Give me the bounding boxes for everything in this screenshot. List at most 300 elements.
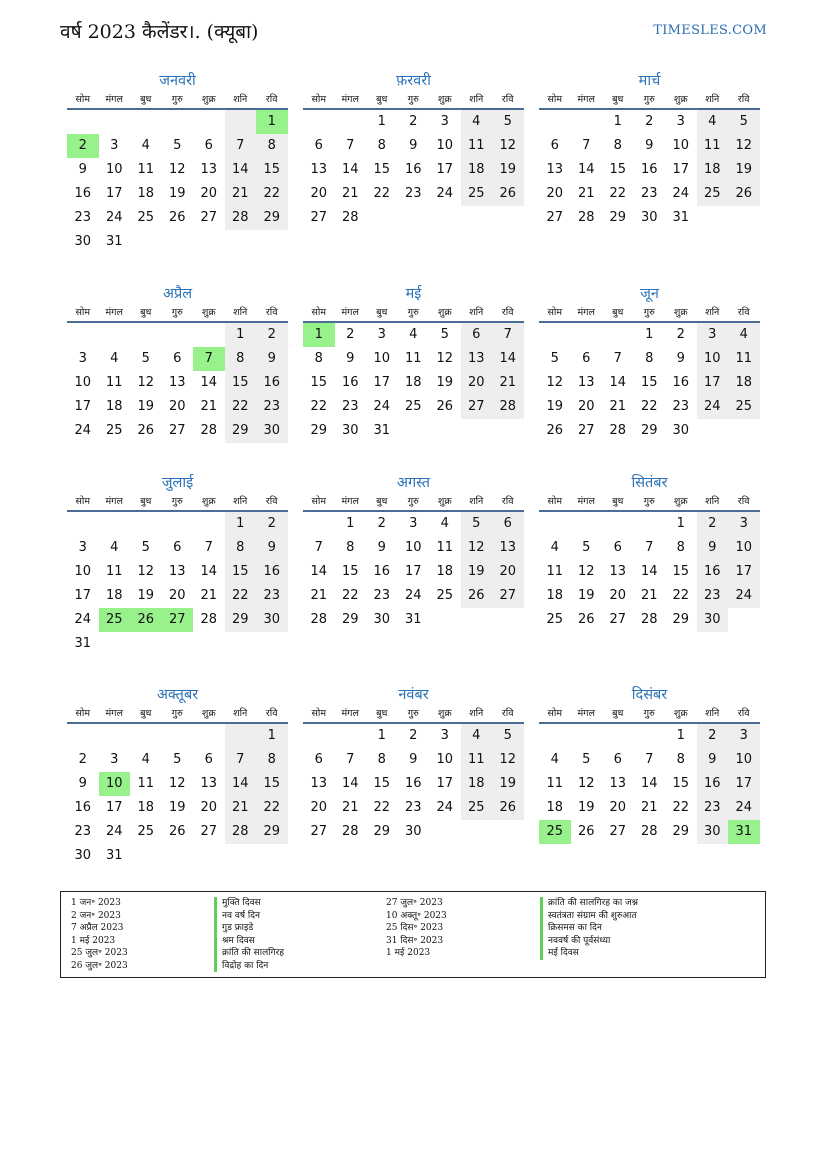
weekday-label: गुरु — [643, 708, 655, 719]
day-cell: 22 — [341, 588, 359, 603]
day-cell: 18 — [461, 772, 493, 796]
day-cell: 18 — [546, 588, 564, 603]
day-cell: 27 — [492, 584, 524, 608]
weekday-label: शनि — [705, 708, 720, 719]
weekday-label: रवि — [265, 496, 278, 507]
day-cell: 7 — [346, 752, 355, 767]
day-cell: 17 — [373, 375, 391, 390]
empty-cell — [602, 323, 634, 347]
weekday-label: शनि — [233, 708, 248, 719]
empty-cell — [162, 724, 194, 748]
day-cell: 21 — [640, 800, 658, 815]
weekday-label: गुरु — [643, 94, 655, 105]
day-cell: 4 — [728, 323, 760, 347]
days-grid — [539, 110, 760, 230]
day-cell: 2 — [697, 512, 729, 536]
legend-holiday-name: नव वर्ष दिन — [214, 910, 284, 923]
day-cell: 16 — [672, 375, 690, 390]
day-cell: 26 — [577, 612, 595, 627]
day-cell: 9 — [78, 776, 87, 791]
day-cell: 11 — [546, 776, 564, 791]
day-cell: 8 — [613, 138, 622, 153]
day-cell: 11 — [436, 540, 454, 555]
day-cell: 12 — [728, 134, 760, 158]
empty-cell — [193, 724, 225, 748]
day-cell: 20 — [310, 186, 328, 201]
day-cell: 3 — [110, 138, 119, 153]
day-cell: 17 — [404, 564, 422, 579]
weekday-label: शुक्र — [437, 94, 452, 105]
days-grid — [539, 724, 760, 844]
day-cell: 24 — [404, 588, 422, 603]
day-cell: 1 — [676, 516, 685, 531]
day-cell: 28 — [310, 612, 328, 627]
legend-holiday-name: मई दिवस — [540, 947, 638, 960]
legend-date: 26 जुल॰ 2023 — [71, 960, 128, 971]
weekday-label: मंगल — [105, 496, 123, 507]
empty-cell — [162, 110, 194, 134]
day-cell: 12 — [436, 351, 454, 366]
day-cell: 16 — [341, 375, 359, 390]
legend-holiday-name: गुड फ्राइडे — [214, 922, 284, 935]
day-cell: 24 — [697, 395, 729, 419]
day-cell: 5 — [461, 512, 493, 536]
legend-date: 25 जुल॰ 2023 — [71, 948, 128, 958]
weekday-label: शनि — [469, 708, 484, 719]
day-cell: 18 — [105, 399, 123, 414]
day-cell: 19 — [492, 158, 524, 182]
weekday-label: रवि — [501, 708, 514, 719]
day-cell: 23 — [697, 796, 729, 820]
day-cell: 8 — [377, 752, 386, 767]
day-cell: 19 — [168, 186, 186, 201]
empty-cell — [366, 206, 398, 230]
day-cell: 27 — [546, 210, 564, 225]
day-cell: 17 — [728, 772, 760, 796]
weekday-label: गुरु — [171, 94, 183, 105]
legend-date: 2 जन॰ 2023 — [71, 910, 121, 921]
day-cell: 4 — [550, 540, 559, 555]
empty-cell — [99, 724, 131, 748]
day-cell: 19 — [137, 399, 155, 414]
day-cell: 14 — [609, 375, 627, 390]
day-cell: 30 — [640, 210, 658, 225]
day-cell: 16 — [404, 162, 422, 177]
day-cell: 23 — [697, 584, 729, 608]
day-cell: 5 — [550, 351, 559, 366]
empty-cell — [162, 323, 194, 347]
legend-date: 7 अप्रैल 2023 — [71, 923, 124, 933]
day-cell: 11 — [137, 162, 155, 177]
month-name: दिसंबर — [631, 687, 668, 703]
day-cell: 19 — [137, 588, 155, 603]
day-cell: 8 — [225, 347, 257, 371]
empty-cell — [256, 844, 288, 868]
day-cell: 20 — [609, 800, 627, 815]
site-link[interactable]: TIMESLES.COM — [653, 23, 767, 38]
day-cell: 17 — [74, 399, 92, 414]
day-cell: 30 — [341, 423, 359, 438]
day-cell: 3 — [728, 724, 760, 748]
day-cell: 25 — [105, 423, 123, 438]
day-cell: 6 — [204, 138, 213, 153]
weekday-label: शनि — [469, 496, 484, 507]
day-cell: 28 — [609, 423, 627, 438]
empty-cell — [193, 323, 225, 347]
day-cell: 14 — [640, 776, 658, 791]
day-cell: 6 — [314, 752, 323, 767]
day-cell: 21 — [225, 796, 257, 820]
empty-cell — [67, 512, 99, 536]
weekday-label: गुरु — [407, 307, 419, 318]
day-cell: 26 — [577, 824, 595, 839]
day-cell: 21 — [310, 588, 328, 603]
day-cell: 13 — [168, 564, 186, 579]
weekday-label: शनि — [233, 307, 248, 318]
empty-cell — [162, 632, 194, 656]
day-cell: 18 — [137, 800, 155, 815]
day-cell: 7 — [193, 347, 225, 371]
day-cell: 8 — [314, 351, 323, 366]
day-cell: 10 — [697, 347, 729, 371]
empty-cell — [492, 419, 524, 443]
day-cell: 4 — [110, 351, 119, 366]
day-cell: 23 — [373, 588, 391, 603]
weekday-label: शुक्र — [673, 94, 688, 105]
day-cell: 14 — [225, 772, 257, 796]
day-cell: 2 — [409, 114, 418, 129]
days-grid — [67, 110, 288, 254]
day-cell: 15 — [672, 564, 690, 579]
day-cell: 25 — [461, 796, 493, 820]
day-cell: 27 — [310, 824, 328, 839]
empty-cell — [130, 724, 162, 748]
day-cell: 29 — [341, 612, 359, 627]
weekday-label: शनि — [705, 94, 720, 105]
month-name: मई — [405, 286, 422, 302]
day-cell: 14 — [310, 564, 328, 579]
day-cell: 26 — [130, 608, 162, 632]
month-name: जनवरी — [159, 73, 196, 89]
empty-cell — [303, 724, 335, 748]
day-cell: 14 — [577, 162, 595, 177]
day-cell: 23 — [404, 186, 422, 201]
weekday-label: बुध — [140, 708, 152, 719]
month-calendar — [303, 70, 524, 230]
day-cell: 6 — [461, 323, 493, 347]
days-grid — [303, 724, 524, 844]
day-cell: 21 — [577, 186, 595, 201]
day-cell: 10 — [436, 138, 454, 153]
day-cell: 5 — [492, 724, 524, 748]
day-cell: 22 — [373, 800, 391, 815]
empty-cell — [398, 419, 430, 443]
day-cell: 4 — [461, 110, 493, 134]
day-cell: 17 — [436, 776, 454, 791]
day-cell: 28 — [225, 206, 257, 230]
weekday-label: बुध — [376, 94, 388, 105]
day-cell: 29 — [609, 210, 627, 225]
day-cell: 16 — [373, 564, 391, 579]
empty-cell — [335, 724, 367, 748]
empty-cell — [225, 724, 257, 748]
day-cell: 10 — [728, 748, 760, 772]
day-cell: 4 — [110, 540, 119, 555]
day-cell: 13 — [492, 536, 524, 560]
weekday-label: शनि — [233, 94, 248, 105]
day-cell: 21 — [225, 182, 257, 206]
day-cell: 25 — [99, 608, 131, 632]
day-cell: 15 — [256, 158, 288, 182]
day-cell: 28 — [341, 824, 359, 839]
day-cell: 24 — [672, 186, 690, 201]
month-calendar — [67, 472, 288, 656]
weekday-label: बुध — [376, 708, 388, 719]
day-cell: 28 — [492, 395, 524, 419]
days-grid — [539, 512, 760, 632]
weekday-label: सोम — [547, 496, 563, 507]
day-cell: 19 — [436, 375, 454, 390]
day-cell: 22 — [640, 399, 658, 414]
empty-cell — [539, 724, 571, 748]
day-cell: 3 — [728, 512, 760, 536]
empty-cell — [225, 110, 257, 134]
weekday-label: सोम — [311, 708, 327, 719]
day-cell: 21 — [200, 399, 218, 414]
day-cell: 3 — [377, 327, 386, 342]
day-cell: 9 — [256, 347, 288, 371]
legend-date: 1 जन॰ 2023 — [71, 898, 121, 908]
month-calendar — [539, 70, 760, 230]
weekday-label: सोम — [75, 496, 91, 507]
weekday-label: सोम — [75, 94, 91, 105]
day-cell: 7 — [582, 138, 591, 153]
legend-date: 27 जुल॰ 2023 — [386, 898, 443, 908]
weekday-label: शनि — [469, 94, 484, 105]
day-cell: 3 — [409, 516, 418, 531]
day-cell: 12 — [546, 375, 564, 390]
day-cell: 19 — [728, 158, 760, 182]
day-cell: 19 — [168, 800, 186, 815]
day-cell: 23 — [341, 399, 359, 414]
day-cell: 15 — [373, 776, 391, 791]
day-cell: 11 — [461, 134, 493, 158]
day-cell: 29 — [225, 608, 257, 632]
day-cell: 20 — [461, 371, 493, 395]
empty-cell — [130, 632, 162, 656]
day-cell: 16 — [256, 560, 288, 584]
day-cell: 16 — [74, 186, 92, 201]
day-cell: 30 — [74, 234, 92, 249]
day-cell: 5 — [728, 110, 760, 134]
day-cell: 22 — [373, 186, 391, 201]
day-cell: 18 — [697, 158, 729, 182]
weekday-header — [539, 494, 760, 512]
day-cell: 16 — [697, 560, 729, 584]
day-cell: 25 — [137, 824, 155, 839]
day-cell: 4 — [141, 752, 150, 767]
weekday-label: शुक्र — [437, 496, 452, 507]
weekday-header — [303, 305, 524, 323]
empty-cell — [303, 512, 335, 536]
weekday-label: रवि — [265, 307, 278, 318]
day-cell: 30 — [373, 612, 391, 627]
day-cell: 27 — [609, 824, 627, 839]
day-cell: 3 — [440, 114, 449, 129]
weekday-label: मंगल — [577, 307, 595, 318]
empty-cell — [697, 206, 729, 230]
day-cell: 13 — [609, 776, 627, 791]
day-cell: 22 — [225, 395, 257, 419]
month-name: जुलाई — [161, 475, 194, 491]
day-cell: 23 — [404, 800, 422, 815]
day-cell: 30 — [74, 848, 92, 863]
day-cell: 1 — [377, 114, 386, 129]
days-grid — [67, 323, 288, 443]
weekday-header — [303, 92, 524, 110]
day-cell: 10 — [373, 351, 391, 366]
empty-cell — [99, 110, 131, 134]
day-cell: 11 — [546, 564, 564, 579]
day-cell: 6 — [550, 138, 559, 153]
day-cell: 18 — [728, 371, 760, 395]
day-cell: 20 — [577, 399, 595, 414]
day-cell: 24 — [436, 186, 454, 201]
legend-date: 1 मई 2023 — [386, 948, 431, 958]
day-cell: 30 — [404, 824, 422, 839]
day-cell: 17 — [436, 162, 454, 177]
day-cell: 17 — [74, 588, 92, 603]
weekday-label: शुक्र — [201, 496, 216, 507]
day-cell: 9 — [697, 536, 729, 560]
day-cell: 18 — [137, 186, 155, 201]
page-title: वर्ष 2023 कैलेंडर।. (क्यूबा) — [60, 21, 259, 43]
weekday-label: शनि — [469, 307, 484, 318]
legend-holiday-name: श्रम दिवस — [214, 935, 284, 948]
day-cell: 29 — [373, 824, 391, 839]
month-name: अक्तूबर — [156, 687, 199, 703]
day-cell: 6 — [613, 540, 622, 555]
legend-date: 1 मई 2023 — [71, 935, 116, 946]
day-cell: 2 — [377, 516, 386, 531]
day-cell: 24 — [105, 824, 123, 839]
day-cell: 11 — [105, 564, 123, 579]
day-cell: 13 — [546, 162, 564, 177]
day-cell: 7 — [225, 748, 257, 772]
day-cell: 22 — [256, 796, 288, 820]
weekday-label: गुरु — [171, 496, 183, 507]
empty-cell — [303, 110, 335, 134]
day-cell: 18 — [436, 564, 454, 579]
weekday-header — [539, 92, 760, 110]
empty-cell — [634, 724, 666, 748]
day-cell: 31 — [105, 234, 123, 249]
empty-cell — [571, 110, 603, 134]
empty-cell — [193, 230, 225, 254]
day-cell: 2 — [67, 134, 99, 158]
day-cell: 30 — [697, 820, 729, 844]
day-cell: 14 — [200, 564, 218, 579]
empty-cell — [602, 512, 634, 536]
day-cell: 20 — [609, 588, 627, 603]
day-cell: 22 — [256, 182, 288, 206]
day-cell: 17 — [697, 371, 729, 395]
day-cell: 2 — [256, 323, 288, 347]
day-cell: 20 — [310, 800, 328, 815]
month-calendar — [303, 283, 524, 443]
empty-cell — [539, 512, 571, 536]
day-cell: 25 — [404, 399, 422, 414]
day-cell: 2 — [78, 752, 87, 767]
weekday-label: रवि — [737, 94, 750, 105]
legend-holiday-name: नववर्ष की पूर्वसंध्या — [540, 935, 638, 948]
empty-cell — [256, 230, 288, 254]
month-calendar — [539, 684, 760, 844]
day-cell: 5 — [173, 752, 182, 767]
day-cell: 20 — [492, 560, 524, 584]
day-cell: 12 — [492, 134, 524, 158]
weekday-label: बुध — [140, 307, 152, 318]
day-cell: 20 — [168, 588, 186, 603]
day-cell: 31 — [373, 423, 391, 438]
weekday-label: शुक्र — [201, 307, 216, 318]
day-cell: 1 — [346, 516, 355, 531]
day-cell: 7 — [346, 138, 355, 153]
empty-cell — [634, 512, 666, 536]
empty-cell — [130, 110, 162, 134]
empty-cell — [225, 230, 257, 254]
weekday-label: गुरु — [407, 94, 419, 105]
weekday-label: बुध — [376, 307, 388, 318]
weekday-header — [303, 706, 524, 724]
day-cell: 19 — [461, 560, 493, 584]
day-cell: 29 — [310, 423, 328, 438]
weekday-label: बुध — [140, 94, 152, 105]
day-cell: 27 — [310, 210, 328, 225]
empty-cell — [461, 206, 493, 230]
day-cell: 10 — [672, 138, 690, 153]
day-cell: 23 — [672, 399, 690, 414]
day-cell: 11 — [697, 134, 729, 158]
day-cell: 26 — [492, 796, 524, 820]
weekday-label: मंगल — [577, 94, 595, 105]
day-cell: 9 — [676, 351, 685, 366]
day-cell: 18 — [404, 375, 422, 390]
day-cell: 6 — [613, 752, 622, 767]
weekday-header — [67, 92, 288, 110]
day-cell: 11 — [404, 351, 422, 366]
day-cell: 31 — [728, 820, 760, 844]
day-cell: 11 — [137, 776, 155, 791]
weekday-label: मंगल — [105, 307, 123, 318]
legend-dates-col-2 — [386, 897, 447, 960]
day-cell: 28 — [200, 423, 218, 438]
weekday-label: बुध — [612, 94, 624, 105]
empty-cell — [398, 206, 430, 230]
day-cell: 7 — [645, 540, 654, 555]
day-cell: 18 — [546, 800, 564, 815]
day-cell: 21 — [492, 371, 524, 395]
day-cell: 16 — [697, 772, 729, 796]
day-cell: 14 — [225, 158, 257, 182]
month-calendar — [303, 684, 524, 844]
day-cell: 11 — [105, 375, 123, 390]
day-cell: 12 — [137, 564, 155, 579]
day-cell: 12 — [168, 776, 186, 791]
days-grid — [67, 724, 288, 868]
empty-cell — [697, 419, 729, 443]
day-cell: 5 — [141, 351, 150, 366]
